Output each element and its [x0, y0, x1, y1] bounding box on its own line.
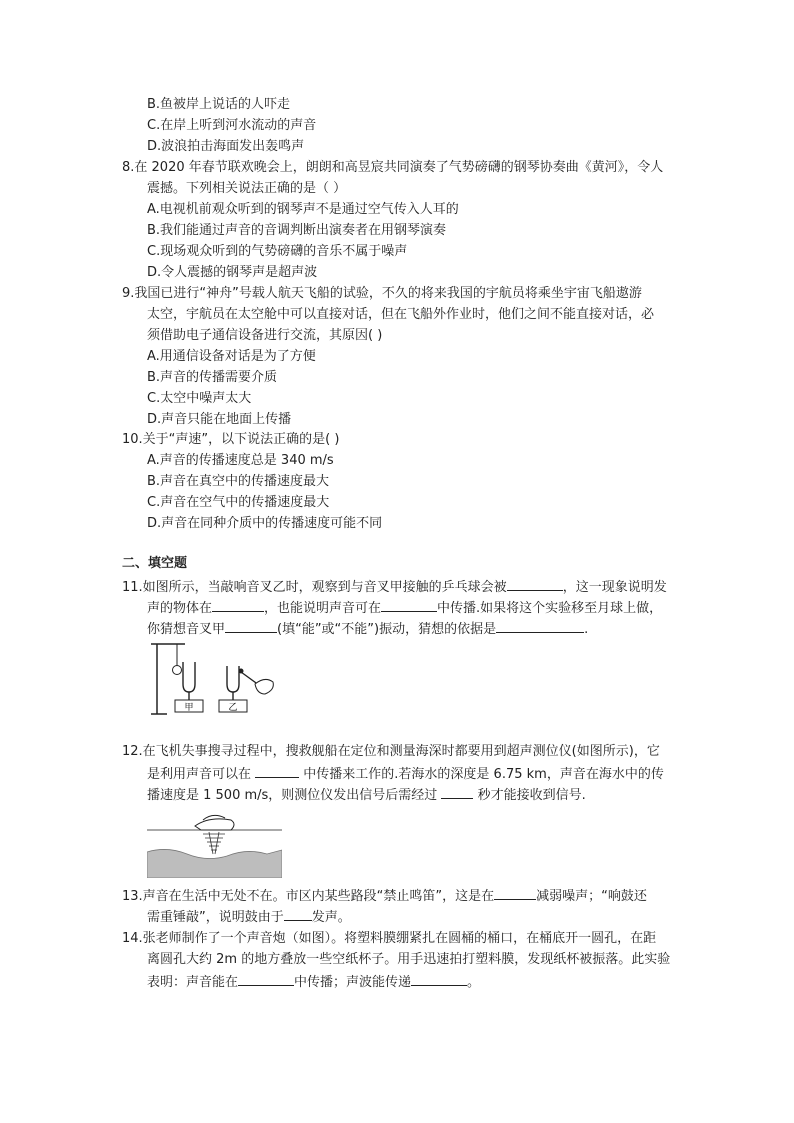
q9-option-c: C.太空中噪声太大 [147, 391, 252, 406]
sonar-waves [203, 832, 225, 854]
q10-option-b: B.声音在真空中的传播速度最大 [147, 474, 330, 489]
q9-option-b: B.声音的传播需要介质 [147, 370, 278, 385]
q13-text: 需重锤敲”，说明鼓由于 [147, 910, 284, 925]
q14-text: 中传播；声波能传递 [294, 975, 412, 990]
q11-text: 你猜想音叉甲 [147, 622, 226, 637]
q11-text: ，这一现象说明发 [562, 580, 667, 595]
q11-text: 11.如图所示，当敲响音叉乙时，观察到与音叉甲接触的乒乓球会被 [122, 580, 507, 595]
answer-blank[interactable] [494, 885, 536, 900]
q8-option-a: A.电视机前观众听到的钢琴声不是通过空气传入人耳的 [147, 202, 459, 217]
label-yi: 乙 [228, 703, 238, 713]
sonar-ship-figure [147, 808, 282, 878]
q8-option-b: B.我们能通过声音的音调判断出演奏者在用钢琴演奏 [147, 223, 447, 238]
q11-text: ，也能说明声音可在 [264, 601, 382, 616]
q11-text: 声的物体在 [147, 601, 213, 616]
q8-option-c: C.现场观众听到的气势磅礴的音乐不属于噪声 [147, 244, 408, 259]
q14-line2: 离圆孔大约 2m 的地方叠放一些空纸杯子。用手迅速拍打塑料膜，发现纸杯被振落。此实验 [147, 952, 671, 967]
q13-line2 [147, 906, 351, 928]
q14-line1: 14.张老师制作了一个声音炮（如图）。将塑料膜绷紧扎在圆桶的桶口，在桶底开一圆孔，在距 [122, 931, 657, 946]
sea-floor [147, 849, 282, 878]
tuning-fork-yi [227, 666, 239, 692]
q9-stem-line3: 须借助电子通信设备进行交流，其原因( ) [147, 328, 383, 343]
q13-text: 13.声音在生活中无处不在。市区内某些路段“禁止鸣笛”，这是在 [122, 889, 495, 904]
q12-text: 中传播来工作的.若海水的深度是 6.75 km，声音在海水中的传 [303, 767, 664, 782]
q7-option-c: C.在岸上听到河水流动的声音 [147, 118, 317, 133]
q14-text: 表明：声音能在 [147, 975, 239, 990]
q9-option-a: A.用通信设备对话是为了方便 [147, 349, 316, 364]
q12-text: 播速度是 1 500 m/s，则测位仪发出信号后需经过 [147, 788, 438, 803]
q7-option-d: D.波浪拍击海面发出轰鸣声 [147, 139, 305, 154]
q12-line2 [147, 763, 664, 785]
q9-stem-line1: 9.我国已进行“神舟”号载人航天飞船的试验，不久的将来我国的宇航员将乘坐宇宙飞船遨游 [122, 286, 642, 301]
q9-option-d: D.声音只能在地面上传播 [147, 412, 292, 427]
q14-line3 [147, 971, 480, 993]
q8-stem-line2: 震撼。下列相关说法正确的是（ ） [147, 181, 347, 196]
q11-text: 中传播.如果将这个实验移至月球上做， [437, 601, 663, 616]
answer-blank[interactable] [507, 576, 563, 591]
hand [255, 679, 273, 694]
section-heading-fill-in: 二、填空题 [122, 556, 188, 571]
mallet-head [239, 669, 244, 674]
answer-blank[interactable] [284, 906, 312, 921]
answer-blank[interactable] [381, 597, 437, 612]
answer-blank[interactable] [238, 971, 294, 986]
answer-blank[interactable] [225, 618, 277, 633]
q11-line2 [147, 597, 662, 619]
q10-stem: 10.关于“声速”，以下说法正确的是( ) [122, 432, 340, 447]
answer-blank[interactable] [212, 597, 264, 612]
q12-text: 是利用声音可以在 [147, 767, 252, 782]
q10-option-c: C.声音在空气中的传播速度最大 [147, 495, 330, 510]
q12-text: 秒才能接收到信号. [477, 788, 586, 803]
answer-blank[interactable] [255, 763, 299, 778]
q13-text: 发声。 [311, 910, 351, 925]
q11-text: (填“能”或“不能”)振动，猜想的依据是 [277, 622, 497, 637]
ping-pong-ball [173, 666, 182, 675]
q7-option-b: B.鱼被岸上说话的人吓走 [147, 97, 291, 112]
tuning-fork-jia [183, 662, 195, 692]
label-jia: 甲 [184, 703, 194, 713]
q10-option-d: D.声音在同种介质中的传播速度可能不同 [147, 516, 383, 531]
q11-text: . [584, 622, 589, 637]
answer-blank[interactable] [411, 971, 467, 986]
q14-text: 。 [467, 975, 481, 990]
answer-blank[interactable] [441, 784, 473, 799]
q9-stem-line2: 太空，宇航员在太空舱中可以直接对话，但在飞船外作业时，他们之间不能直接对话，必 [147, 307, 655, 322]
q11-line3 [147, 618, 588, 640]
q13-line1 [122, 885, 647, 907]
q12-line3 [147, 784, 586, 806]
ship-hull [195, 819, 234, 830]
tuning-fork-figure [147, 640, 277, 718]
q10-option-a: A.声音的传播速度总是 340 m/s [147, 453, 334, 468]
q11-line1 [122, 576, 667, 598]
q13-text: 减弱噪声；“响鼓还 [536, 889, 647, 904]
q8-option-d: D.令人震撼的钢琴声是超声波 [147, 265, 318, 280]
q8-stem-line1: 8.在 2020 年春节联欢晚会上，朗朗和高昱宸共同演奏了气势磅礴的钢琴协奏曲《黄河》，令人 [122, 160, 664, 175]
answer-blank[interactable] [496, 618, 584, 633]
q12-line1: 12.在飞机失事搜寻过程中，搜救舰船在定位和测量海深时都要用到超声测位仪(如图所示)，它 [122, 744, 660, 759]
